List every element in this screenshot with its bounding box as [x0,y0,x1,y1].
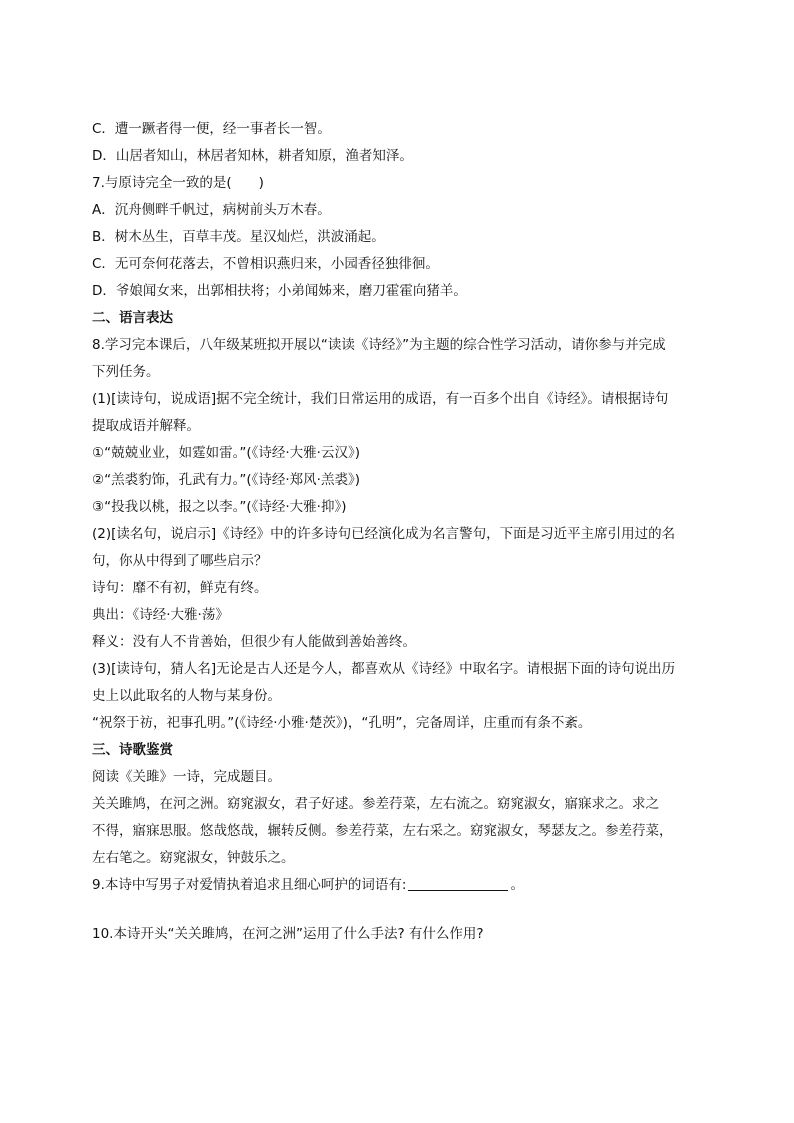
question-9-suffix: 。 [510,877,524,893]
option-a-q7: A．沉舟侧畔千帆过，病树前头万木春。 [92,202,331,218]
option-d-q6: D．山居者知山，林居者知林，耕者知原，渔者知泽。 [92,148,413,164]
task-1-item-2: ②“羔裘豹饰，孔武有力。”(《诗经·郑风·羔裘》) [92,472,360,488]
task-2-meaning: 释义：没有人不肯善始，但很少有人能做到善始善终。 [92,634,416,650]
task-2-source: 典出：《诗经·大雅·荡》 [92,607,229,623]
document-content [92,116,712,948]
task-2-poem: 诗句：靡不有初，鲜克有终。 [92,580,268,596]
question-10: 10.本诗开头“关关雎鸠，在河之洲”运用了什么手法? 有什么作用? [92,926,484,942]
task-3-line-2: 史上以此取名的人物与某身份。 [92,688,281,704]
option-d-q7: D．爷娘闻女来，出郭相扶将；小弟闻姊来，磨刀霍霍向猪羊。 [92,283,467,299]
question-9 [92,872,712,899]
answer-blank[interactable] [408,876,508,891]
poem-line-2: 不得，寤寐思服。悠哉悠哉，辗转反侧。参差荇菜，左右采之。窈窕淑女，琴瑟友之。参差荇菜， [92,823,673,839]
option-c-q6: C．遭一蹶者得一便，经一事者长一智。 [92,121,331,137]
section-heading-poetry: 三、诗歌鉴赏 [92,742,173,758]
question-9-prefix: 9.本诗中写男子对爱情执着追求且细心呵护的词语有: [92,877,407,893]
task-3-example: “祝祭于祊，祀事孔明。”(《诗经·小雅·楚茨》)，“孔明”，完备周详，庄重而有条不紊。 [92,715,592,731]
task-1-line-1: (1)[读诗句，说成语]据不完全统计，我们日常运用的成语，有一百多个出自《诗经》。请根据诗句 [92,391,669,407]
option-c-q7: C．无可奈何花落去，不曾相识燕归来，小园香径独徘徊。 [92,256,439,272]
reading-instruction: 阅读《关雎》一诗，完成题目。 [92,769,281,785]
task-1-item-3: ③“投我以桃，报之以李。”(《诗经·大雅·抑》) [92,499,347,515]
question-8-line-1: 8.学习完本课后，八年级某班拟开展以“读读《诗经》”为主题的综合性学习活动，请你参与并完成 [92,337,666,353]
task-1-item-1: ①“兢兢业业，如霆如雷。”(《诗经·大雅·云汉》) [92,445,360,461]
task-3-line-1: (3)[读诗句，猜人名]无论是古人还是今人，都喜欢从《诗经》中取名字。请根据下面的诗句说出历 [92,661,676,677]
option-b-q7: B．树木丛生，百草丰茂。星汉灿烂，洪波涌起。 [92,229,385,245]
poem-line-1: 关关雎鸠，在河之洲。窈窕淑女，君子好逑。参差荇菜，左右流之。窈窕淑女，寤寐求之。求之 [92,796,659,812]
poem-line-3: 左右笔之。窈窕淑女，钟鼓乐之。 [92,850,295,866]
spacer [92,899,712,921]
task-2-line-2: 句，你从中得到了哪些启示？ [92,553,268,569]
task-2-line-1: (2)[读名句，说启示]《诗经》中的许多诗句已经演化成为名言警句，下面是习近平主席引用过的名 [92,526,676,542]
section-heading-language: 二、语言表达 [92,310,173,326]
question-8-line-2: 下列任务。 [92,364,160,380]
task-1-line-2: 提取成语并解释。 [92,418,200,434]
question-7: 7.与原诗完全一致的是( ) [92,175,264,191]
